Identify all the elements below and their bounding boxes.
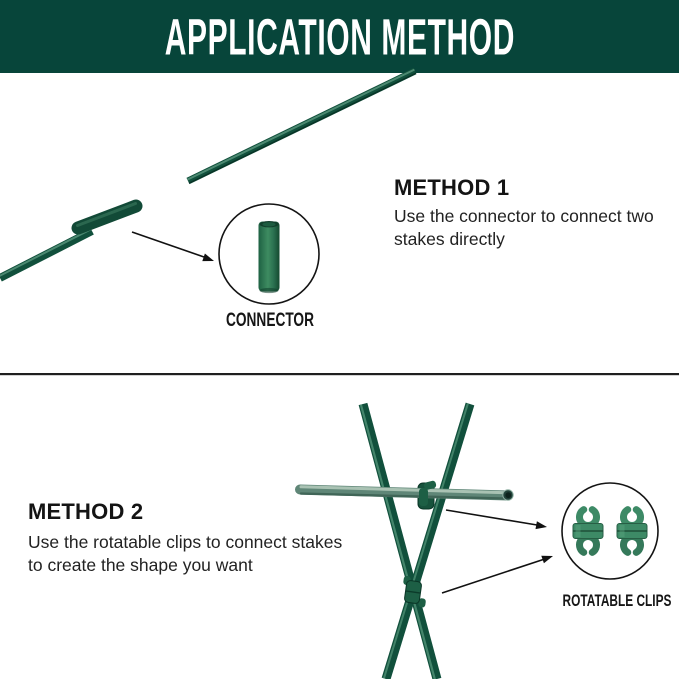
clips-inset-circle — [562, 483, 658, 579]
arrow-to-connector — [132, 232, 214, 261]
arrow-to-clips-lower — [442, 556, 553, 593]
horizontal-stake — [300, 487, 513, 500]
section-divider — [0, 373, 679, 375]
rotatable-clips-label: ROTATABLE CLIPS — [562, 592, 672, 610]
open-tube-end — [503, 490, 513, 500]
connector-label: CONNECTOR — [226, 310, 314, 331]
method1-heading: METHOD 1 — [394, 175, 510, 200]
connector-sleeve — [78, 204, 137, 229]
page-title: APPLICATION METHOD — [164, 7, 515, 66]
stake-lower — [0, 204, 136, 279]
method2-heading: METHOD 2 — [28, 499, 144, 524]
method2-description: Use the rotatable clips to connect stakes to create the shape you want — [28, 532, 343, 575]
arrow-to-clips-upper — [446, 510, 547, 529]
connector-tube-icon — [259, 221, 280, 293]
connector-inset-circle — [219, 204, 319, 304]
method1-description: Use the connector to connect two stakes directly — [394, 206, 654, 249]
stake-upper — [187, 70, 416, 184]
